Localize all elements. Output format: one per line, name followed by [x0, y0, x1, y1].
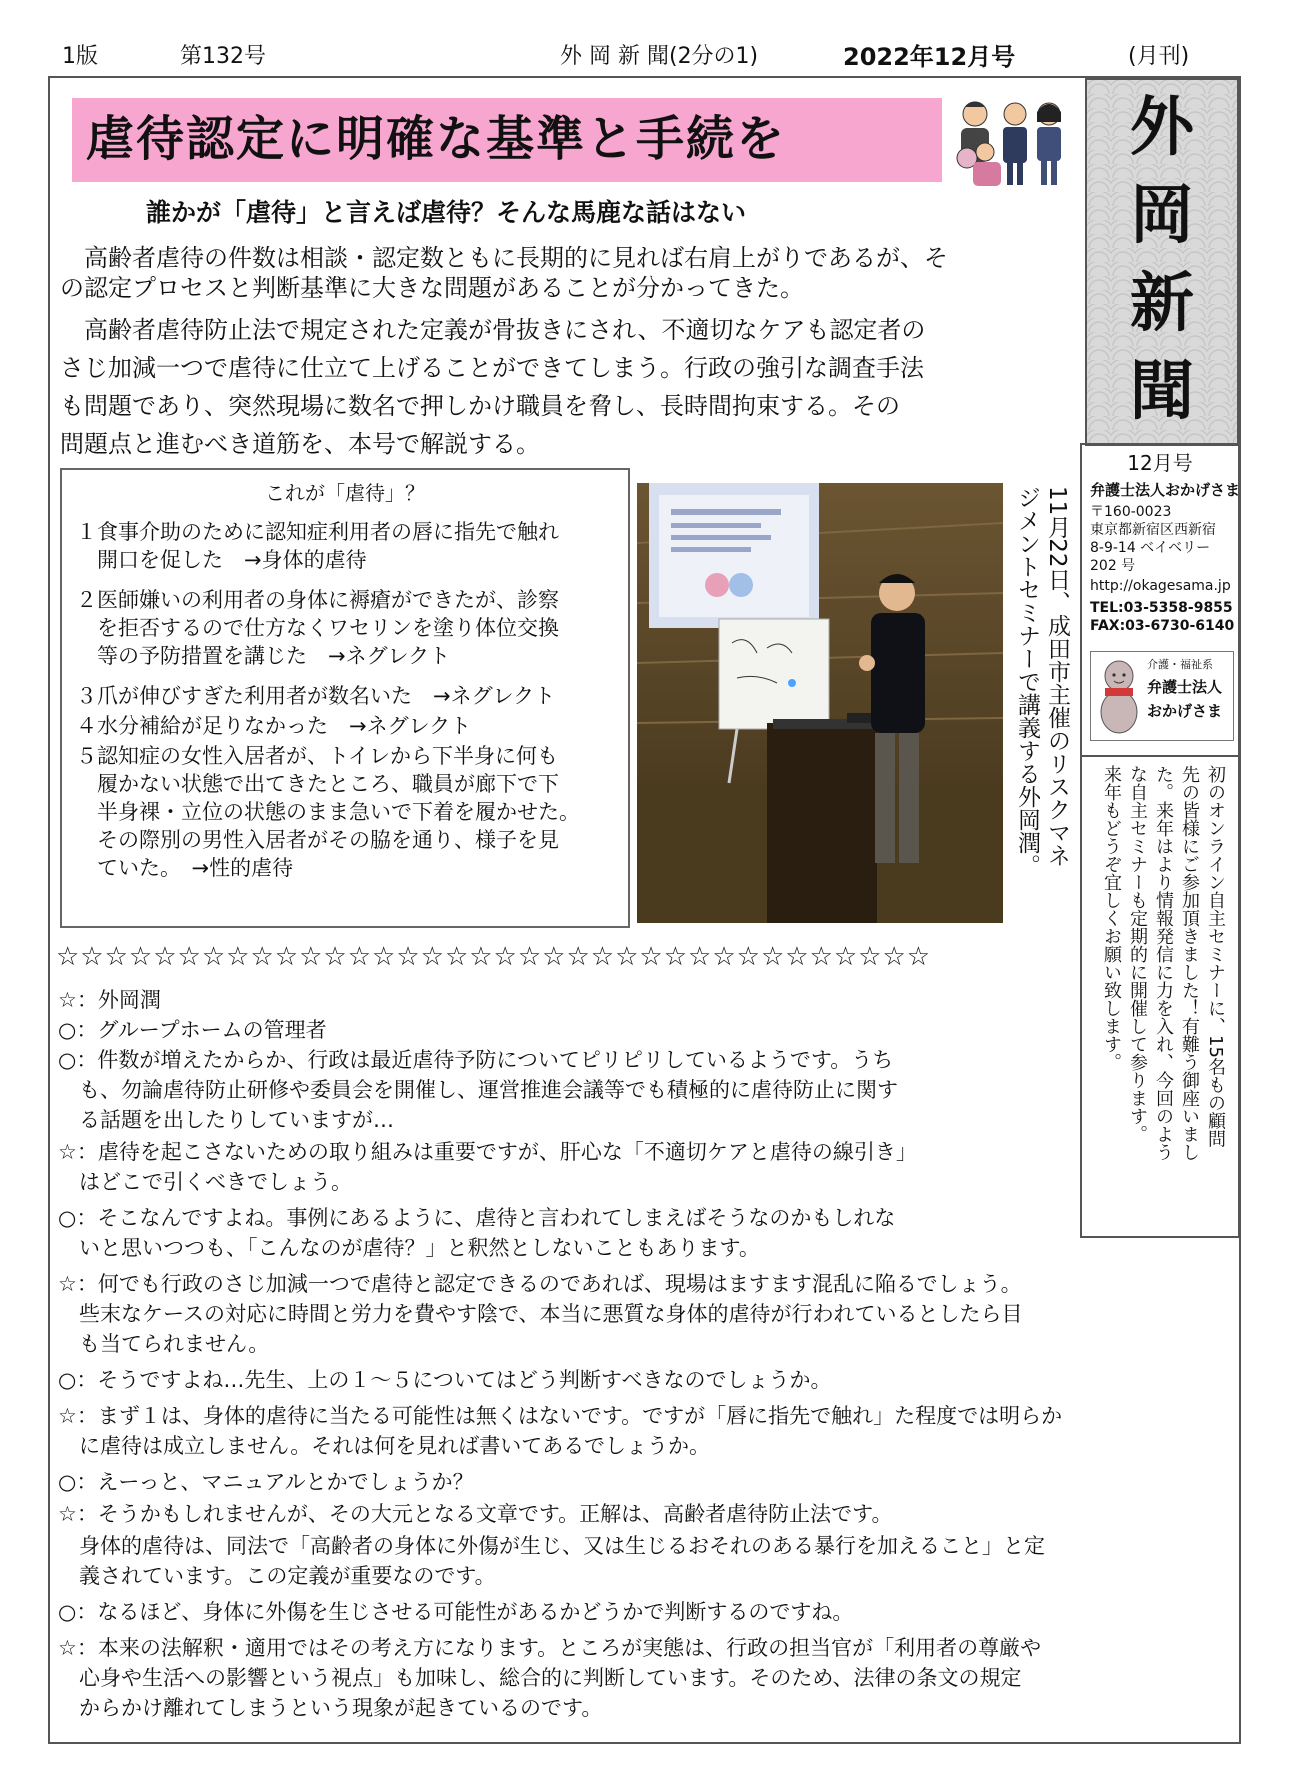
intro-line-5: も問題であり、突然現場に数名で押しかけ職員を脅し、長時間拘束する。その: [60, 392, 900, 420]
case-line-7: ４水分補給が足りなかった →ネグレクト: [76, 714, 472, 738]
case-line-9: 履かない状態で出てきたところ、職員が廊下で下: [76, 772, 559, 796]
address-line-3: 202 号: [1090, 558, 1136, 574]
edition-label: 1版: [62, 44, 98, 69]
headline: 虐待認定に明確な基準と手続を: [86, 111, 787, 167]
intro-line-1: 高齢者虐待の件数は相談・認定数ともに長期的に見れば右肩上がりであるが、そ: [60, 244, 948, 272]
logo-line-2: 弁護士法人: [1147, 678, 1223, 696]
logo-line-3: おかげさま: [1147, 702, 1223, 720]
star-divider: ☆☆☆☆☆☆☆☆☆☆☆☆☆☆☆☆☆☆☆☆☆☆☆☆☆☆☆☆☆☆☆☆☆☆☆☆: [56, 942, 932, 972]
firm-logo: [1090, 651, 1234, 741]
case-line-11: その際別の男性入居者がその脇を通り、様子を見: [76, 828, 559, 852]
dialogue-line: ○：グループホームの管理者: [58, 1018, 327, 1042]
dialogue-line: からかけ離れてしまうという現象が起きているのです。: [58, 1696, 603, 1720]
firm-name: 弁護士法人おかげさま: [1090, 481, 1241, 499]
dialogue-line: ○：そこなんですよね。事例にあるように、虐待と言われてしまえばそうなのかもしれな: [58, 1206, 896, 1230]
masthead-char-2: 岡: [1130, 178, 1194, 253]
dialogue-line: ○：えーっと、マニュアルとかでしょうか？: [58, 1470, 474, 1494]
case-line-5: 等の予防措置を講じた →ネグレクト: [76, 644, 451, 668]
notice-line-3: た。来年はより情報発信に力を入れ、今回のよう: [1153, 765, 1174, 1161]
dialogue-line: 些末なケースの対応に時間と労力を費やす陰で、本当に悪質な身体的虐待が行われているとしたら目: [58, 1302, 1023, 1326]
people-illustration-icon: [945, 92, 1073, 190]
masthead: [1085, 78, 1239, 446]
dialogue-line: ○：件数が増えたからか、行政は最近虐待予防についてピリピリしているようです。うち: [58, 1048, 894, 1072]
issue-number: 第132号: [180, 44, 266, 69]
notice-line-5: 来年もどうぞ宜しくお願い致します。: [1101, 765, 1122, 1071]
dialogue-line: る話題を出したりしていますが…: [58, 1108, 394, 1132]
photo-caption-line-2: ジメントセミナーで講義する外岡潤。: [1014, 486, 1040, 877]
intro-line-2: の認定プロセスと判断基準に大きな問題があることが分かってきた。: [60, 274, 804, 302]
month-label: 12月号: [1127, 451, 1193, 475]
dialogue-line: に虐待は成立しません。それは何を見れば書いてあるでしょうか。: [58, 1434, 711, 1458]
intro-line-6: 問題点と進むべき道筋を、本号で解説する。: [60, 430, 540, 458]
dialogue-line: ☆：そうかもしれませんが、その大元となる文章です。正解は、高齢者虐待防止法です。: [58, 1502, 893, 1526]
photo-caption: [1012, 486, 1072, 926]
dialogue-line: 心身や生活への影響という視点」も加味し、総合的に判断しています。そのため、法律の条文の規定: [58, 1666, 1022, 1690]
sidebar-info: [1080, 443, 1240, 1238]
tel-number: TEL:03-5358-9855: [1090, 600, 1233, 616]
masthead-char-1: 外: [1130, 90, 1194, 165]
case-line-12: ていた。 →性的虐待: [76, 856, 294, 880]
dialogue-line: ☆：本来の法解釈・適用ではその考え方になります。ところが実態は、行政の担当官が「利用者の尊厳や: [58, 1636, 1042, 1660]
dialogue-line: ☆：まず１は、身体的虐待に当たる可能性は無くはないです。ですが「唇に指先で触れ」た程度では明らか: [58, 1404, 1063, 1428]
dialogue-line: も、勿論虐待防止研修や委員会を開催し、運営推進会議等でも積極的に虐待防止に関す: [58, 1078, 898, 1102]
postal-code: 〒160-0023: [1090, 504, 1172, 520]
frequency-label: (月刊): [1128, 44, 1190, 69]
dialogue-line: ☆：何でも行政のさじ加減一つで虐待と認定できるのであれば、現場はますます混乱に陥るでしょう。: [58, 1272, 1022, 1296]
dialogue-line: 義されています。この定義が重要なのです。: [58, 1564, 496, 1588]
case-line-2: 開口を促した →身体的虐待: [76, 548, 367, 572]
seminar-lecture-image: [637, 483, 1003, 923]
dialogue-line: も当てられません。: [58, 1332, 270, 1356]
notice-line-4: な自主セミナーも定期的に開催して参ります。: [1127, 765, 1148, 1143]
case-examples-box: [60, 468, 630, 928]
logo-line-1: 介護・福祉系: [1147, 658, 1213, 671]
case-line-3: ２医師嫌いの利用者の身体に褥瘡ができたが、診察: [76, 588, 559, 612]
dialogue-line: ☆：虐待を起こさないための取り組みは重要ですが、肝心な「不適切ケアと虐待の線引き」: [58, 1140, 917, 1164]
case-line-10: 半身裸・立位の状態のまま急いで下着を履かせた。: [76, 800, 580, 824]
issue-date: 2022年12月号: [843, 43, 1016, 71]
dialogue-line: ☆：外岡潤: [58, 988, 161, 1012]
case-line-6: ３爪が伸びすぎた利用者が数名いた →ネグレクト: [76, 684, 556, 708]
fax-number: FAX:03-6730-6140: [1090, 618, 1235, 634]
masthead-char-3: 新: [1130, 266, 1194, 341]
website-url[interactable]: http://okagesama.jp: [1090, 578, 1231, 594]
notice-line-2: 先の皆様にご参加頂きました！有難う御座いまし: [1179, 765, 1200, 1161]
subheadline: 誰かが「虐待」と言えば虐待？そんな馬鹿な話はない: [146, 198, 747, 227]
headline-banner: [72, 98, 942, 182]
case-line-8: ５認知症の女性入居者が、トイレから下半身に何も: [76, 744, 558, 768]
notice-line-1: 初のオンライン自主セミナーに、15名もの顧問: [1205, 765, 1226, 1148]
photo-caption-line-1: 11月22日、成田市主催のリスクマネ: [1044, 486, 1070, 867]
dialogue-line: 身体的虐待は、同法で「高齢者の身体に外傷が生じ、又は生じるおそれのある暴行を加えること」と定: [58, 1534, 1045, 1558]
address-line-2: 8-9-14 ベイベリー: [1090, 540, 1211, 556]
dialogue-line: ○：なるほど、身体に外傷を生じさせる可能性があるかどうかで判断するのですね。: [58, 1600, 854, 1624]
intro-line-4: さじ加減一つで虐待に仕立て上げることができてしまう。行政の強引な調査手法: [60, 354, 924, 382]
intro-line-3: 高齢者虐待防止法で規定された定義が骨抜きにされ、不適切なケアも認定者の: [60, 316, 926, 344]
case-line-4: を拒否するので仕方なくワセリンを塗り体位交換: [76, 616, 559, 640]
case-box-title: これが「虐待」？: [265, 481, 425, 505]
seminar-photo: [637, 483, 1003, 923]
dialogue-line: ○：そうですよね…先生、上の１～５についてはどう判断すべきなのでしょうか。: [58, 1368, 832, 1392]
jizo-mascot-icon: [1097, 658, 1141, 734]
seminar-notice: [1098, 765, 1228, 1235]
address-line-1: 東京都新宿区西新宿: [1090, 522, 1216, 538]
dialogue-line: いと思いつつも、「こんなのが虐待？」と釈然としないこともあります。: [58, 1236, 760, 1260]
paper-name: 外 岡 新 聞(2分の1): [560, 44, 759, 69]
masthead-char-4: 聞: [1130, 354, 1194, 429]
case-line-1: １食事介助のために認知症利用者の唇に指先で触れ: [76, 520, 559, 544]
dialogue-line: はどこで引くべきでしょう。: [58, 1170, 352, 1194]
